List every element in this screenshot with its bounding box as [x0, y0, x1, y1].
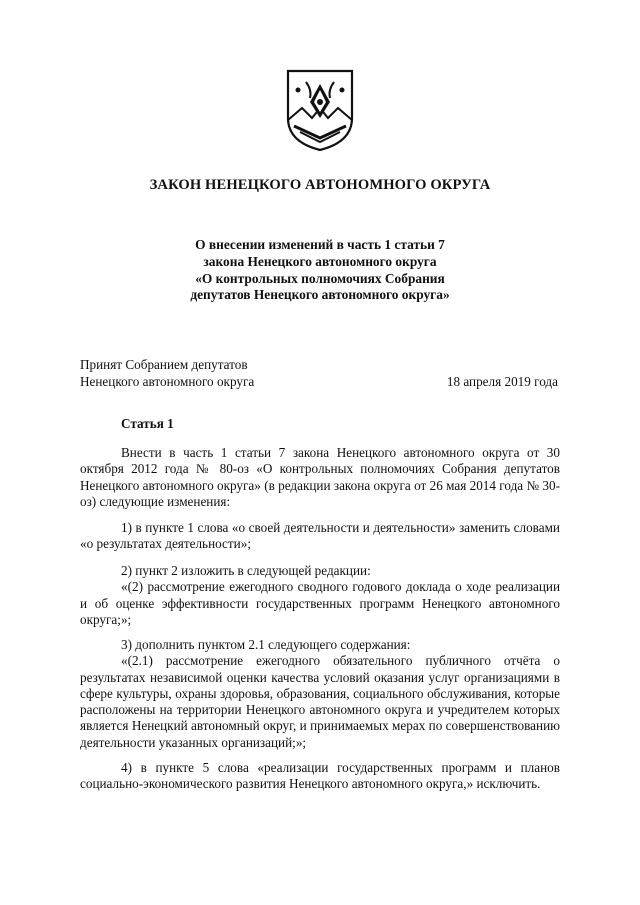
paragraph: 2) пункт 2 изложить в следующей редакции: — [121, 563, 371, 578]
adoption-statement — [80, 356, 254, 390]
law-title: ЗАКОН НЕНЕЦКОГО АВТОНОМНОГО ОКРУГА — [149, 177, 491, 193]
adoption-line: Принят Собранием депутатов — [80, 357, 248, 372]
paragraph: 4) в пункте 5 слова «реализации государственных программ и планов социально-экономического развития Ненецкого автономного округа,» исключить. — [80, 760, 560, 792]
paragraph: Внести в часть 1 статьи 7 закона Ненецкого автономного округа от 30 октября 2012 года № 80-оз «О контрольных полномочиях Собрания депутатов Ненецкого автономного округа» (в редакции закона округа от 26 мая 2014 года № 30-оз) следующие изменения: — [80, 445, 560, 509]
paragraph: 3) дополнить пунктом 2.1 следующего содержания: — [121, 637, 411, 652]
subtitle-line: «О контрольных полномочиях Собрания — [195, 270, 445, 286]
amendment-item-1 — [80, 520, 560, 553]
subtitle-line: депутатов Ненецкого автономного округа» — [190, 287, 450, 303]
subtitle-line: закона Ненецкого автономного округа — [203, 253, 437, 269]
paragraph: «(2) рассмотрение ежегодного сводного годового доклада о ходе реализации и об оценке эффективности государственных программ Ненецкого автономного округа;»; — [80, 579, 560, 627]
amendment-item-4 — [80, 760, 560, 793]
adoption-date: 18 апреля 2019 года — [446, 374, 558, 389]
law-subtitle — [0, 237, 640, 304]
coat-of-arms-icon — [284, 68, 356, 152]
paragraph: 1) в пункте 1 слова «о своей деятельности и деятельности» заменить словами «о результатах деятельности»; — [80, 520, 560, 552]
adoption-line: Ненецкого автономного округа — [80, 374, 255, 389]
amendment-item-3 — [80, 637, 560, 751]
article-intro — [80, 445, 560, 510]
paragraph: «(2.1) рассмотрение ежегодного обязательного публичного отчёта о результатах независимой оценки качества условий оказания услуг организациями в сфере культуры, охраны здоровья, образования, социального обслуживания, которые расположены на территории Ненецкого автономного округа и учредителем которых является Ненецкий автономный округ, и принимаемых мерах по совершенствованию деятельности указанных организаций;»; — [80, 653, 560, 750]
amendment-item-2 — [80, 563, 560, 628]
article-heading: Статья 1 — [121, 416, 174, 431]
subtitle-line: О внесении изменений в часть 1 статьи 7 — [195, 237, 445, 252]
